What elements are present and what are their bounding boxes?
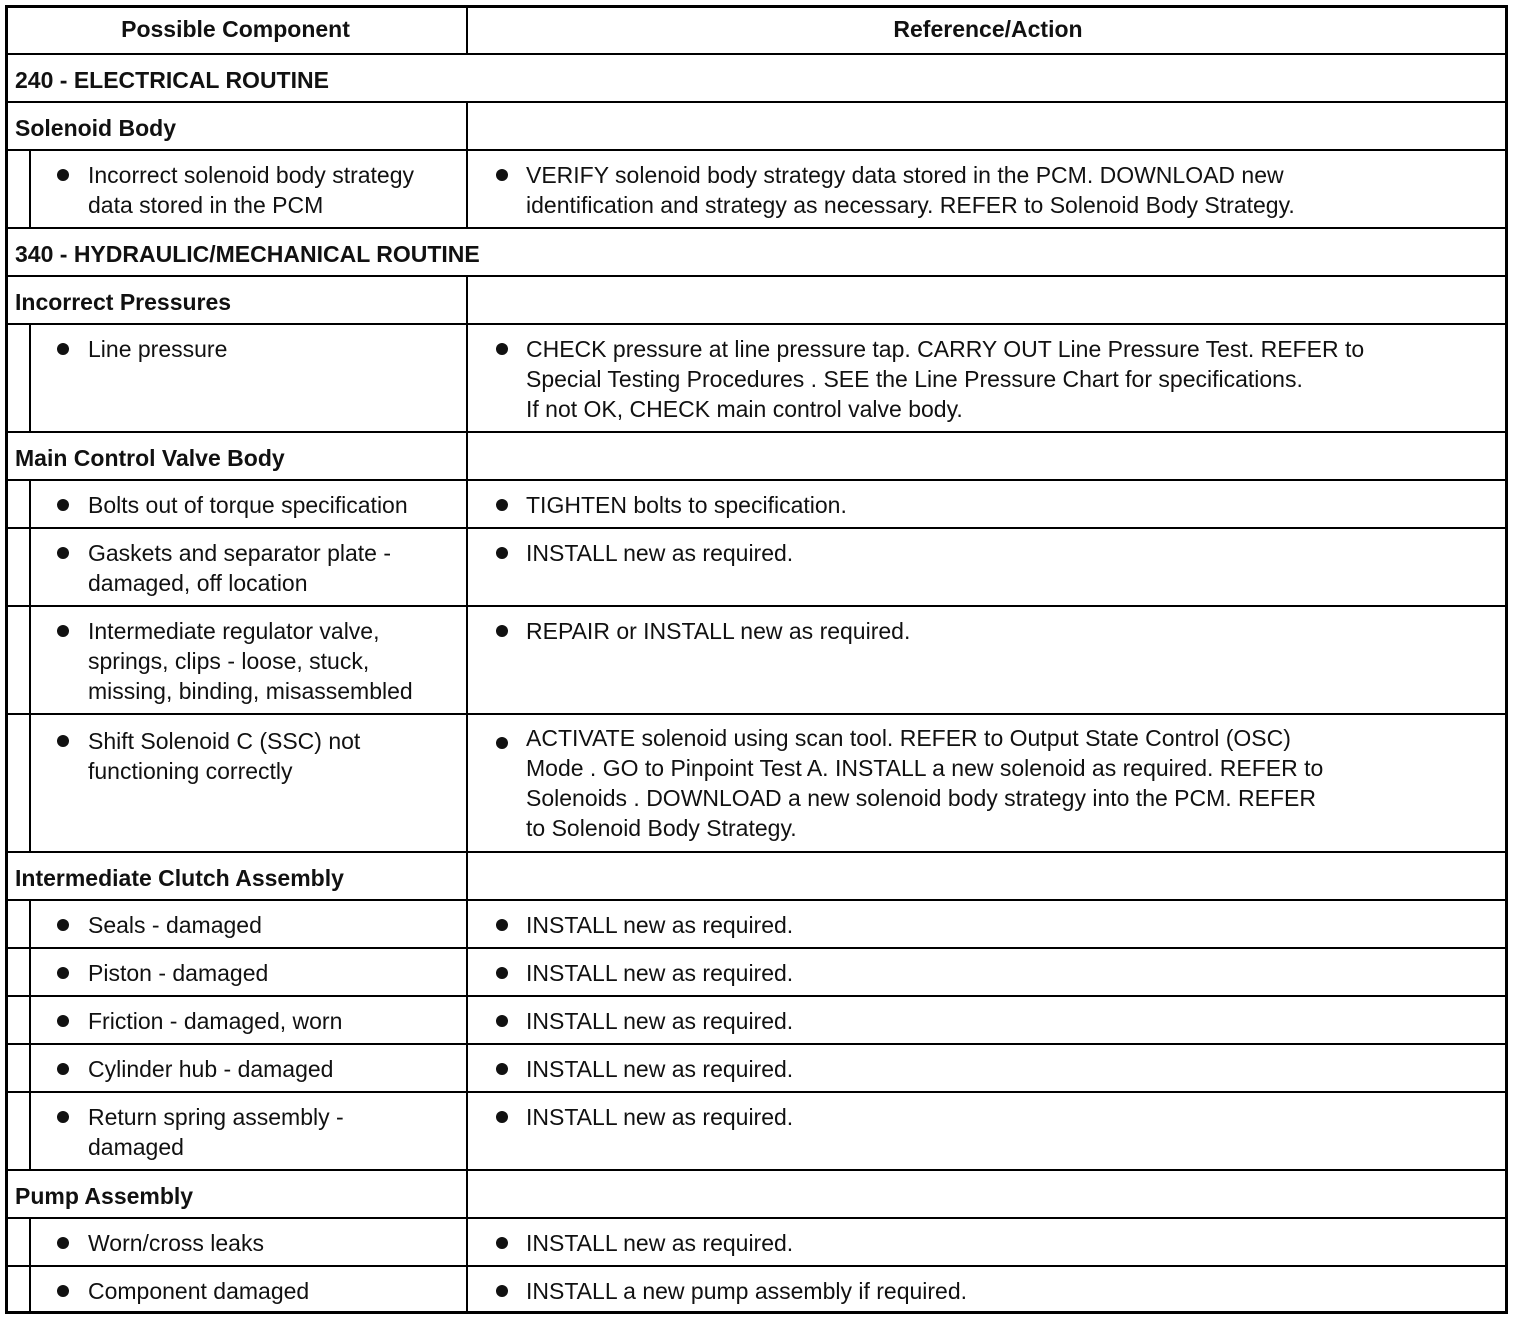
group-row-pump-assembly [5,1171,1508,1219]
bullet-icon [496,1285,508,1297]
section-title: 340 - HYDRAULIC/MECHANICAL ROUTINE [15,241,480,267]
bullet-icon [57,499,69,511]
component-text: Cylinder hub - damaged [88,1056,334,1082]
group-row-main-control-valve-body [5,433,1508,481]
indent-rule [29,607,31,713]
group-title: Incorrect Pressures [15,289,232,315]
bullet-icon [57,547,69,559]
indent-rule [29,949,31,995]
bullet-icon [496,499,508,511]
bullet-icon [57,343,69,355]
action-text: INSTALL new as required. [526,1230,794,1256]
indent-rule [29,901,31,947]
action-text: INSTALL new as required. [526,540,794,566]
bullet-icon [496,625,508,637]
section-row-hydraulic-mechanical-routine [5,229,1508,277]
table-row [5,715,1508,853]
table-row [5,949,1508,997]
bullet-icon [57,919,69,931]
action-text: INSTALL new as required. [526,960,794,986]
bullet-icon [57,1111,69,1123]
group-row-intermediate-clutch-assembly [5,853,1508,901]
diagnostic-table [5,5,1508,1314]
action-text: INSTALL new as required. [526,1008,794,1034]
group-title: Intermediate Clutch Assembly [15,865,344,891]
indent-rule [29,529,31,605]
action-text: INSTALL a new pump assembly if required. [526,1278,968,1304]
action-text: REPAIR or INSTALL new as required. [526,618,911,644]
bullet-icon [496,343,508,355]
bullet-icon [496,169,508,181]
table-row [5,1045,1508,1093]
indent-rule [29,1045,31,1091]
component-text: Incorrect solenoid body strategy data stored in the PCM [88,162,415,218]
indent-rule [29,1219,31,1265]
group-row-solenoid-body [5,103,1508,151]
component-text: Worn/cross leaks [88,1230,264,1256]
component-text: Gaskets and separator plate - damaged, off location [88,540,391,596]
action-text: CHECK pressure at line pressure tap. CARRY OUT Line Pressure Test. REFER to Special Testing Procedures . SEE the Line Pressure Chart for specifications. If not OK, CHECK main control valve body. [526,336,1365,422]
component-text: Seals - damaged [88,912,262,938]
component-text: Bolts out of torque specification [88,492,408,518]
section-title: 240 - ELECTRICAL ROUTINE [15,67,329,93]
table-header-row [5,5,1508,55]
bullet-icon [496,967,508,979]
bullet-icon [496,919,508,931]
table-row [5,1219,1508,1267]
table-row [5,481,1508,529]
group-title: Main Control Valve Body [15,445,285,471]
table-row [5,997,1508,1045]
action-text: INSTALL new as required. [526,1104,794,1130]
table-row [5,901,1508,949]
indent-rule [29,481,31,527]
indent-rule [29,151,31,227]
action-text: ACTIVATE solenoid using scan tool. REFER to Output State Control (OSC) Mode . GO to Pinpoint Test A. INSTALL a new solenoid as required. REFER to Solenoids . DOWNLOAD a new solenoid body strategy into the PCM. REFER to Solenoid Body Strategy. [526,725,1324,841]
bullet-icon [496,737,508,749]
bullet-icon [496,547,508,559]
indent-rule [29,997,31,1043]
action-text: INSTALL new as required. [526,1056,794,1082]
component-text: Friction - damaged, worn [88,1008,343,1034]
component-text: Return spring assembly - damaged [88,1104,344,1160]
section-row-electrical-routine [5,55,1508,103]
component-text: Piston - damaged [88,960,269,986]
table-row [5,529,1508,607]
indent-rule [29,1267,31,1314]
bullet-icon [496,1111,508,1123]
component-text: Line pressure [88,336,228,362]
action-text: INSTALL new as required. [526,912,794,938]
component-text: Intermediate regulator valve, springs, clips - loose, stuck, missing, binding, misassembled [88,618,413,704]
indent-rule [29,715,31,851]
bullet-icon [496,1015,508,1027]
action-text: VERIFY solenoid body strategy data stored in the PCM. DOWNLOAD new identification and strategy as necessary. REFER to Solenoid Body Strategy. [526,162,1295,218]
bullet-icon [57,1015,69,1027]
table-row [5,1267,1508,1314]
table-row [5,1093,1508,1171]
bullet-icon [496,1237,508,1249]
column-header-reference-action: Reference/Action [893,16,1083,42]
bullet-icon [57,967,69,979]
table-row [5,325,1508,433]
component-text: Component damaged [88,1278,310,1304]
table-row [5,607,1508,715]
table-row [5,151,1508,229]
bullet-icon [57,1237,69,1249]
group-title: Solenoid Body [15,115,176,141]
bullet-icon [57,625,69,637]
group-title: Pump Assembly [15,1183,194,1209]
bullet-icon [496,1063,508,1075]
bullet-icon [57,169,69,181]
indent-rule [29,325,31,431]
bullet-icon [57,735,69,747]
component-text: Shift Solenoid C (SSC) not functioning correctly [88,728,361,784]
column-header-possible-component: Possible Component [5,5,468,53]
group-row-incorrect-pressures [5,277,1508,325]
bullet-icon [57,1285,69,1297]
action-text: TIGHTEN bolts to specification. [526,492,847,518]
bullet-icon [57,1063,69,1075]
indent-rule [29,1093,31,1169]
